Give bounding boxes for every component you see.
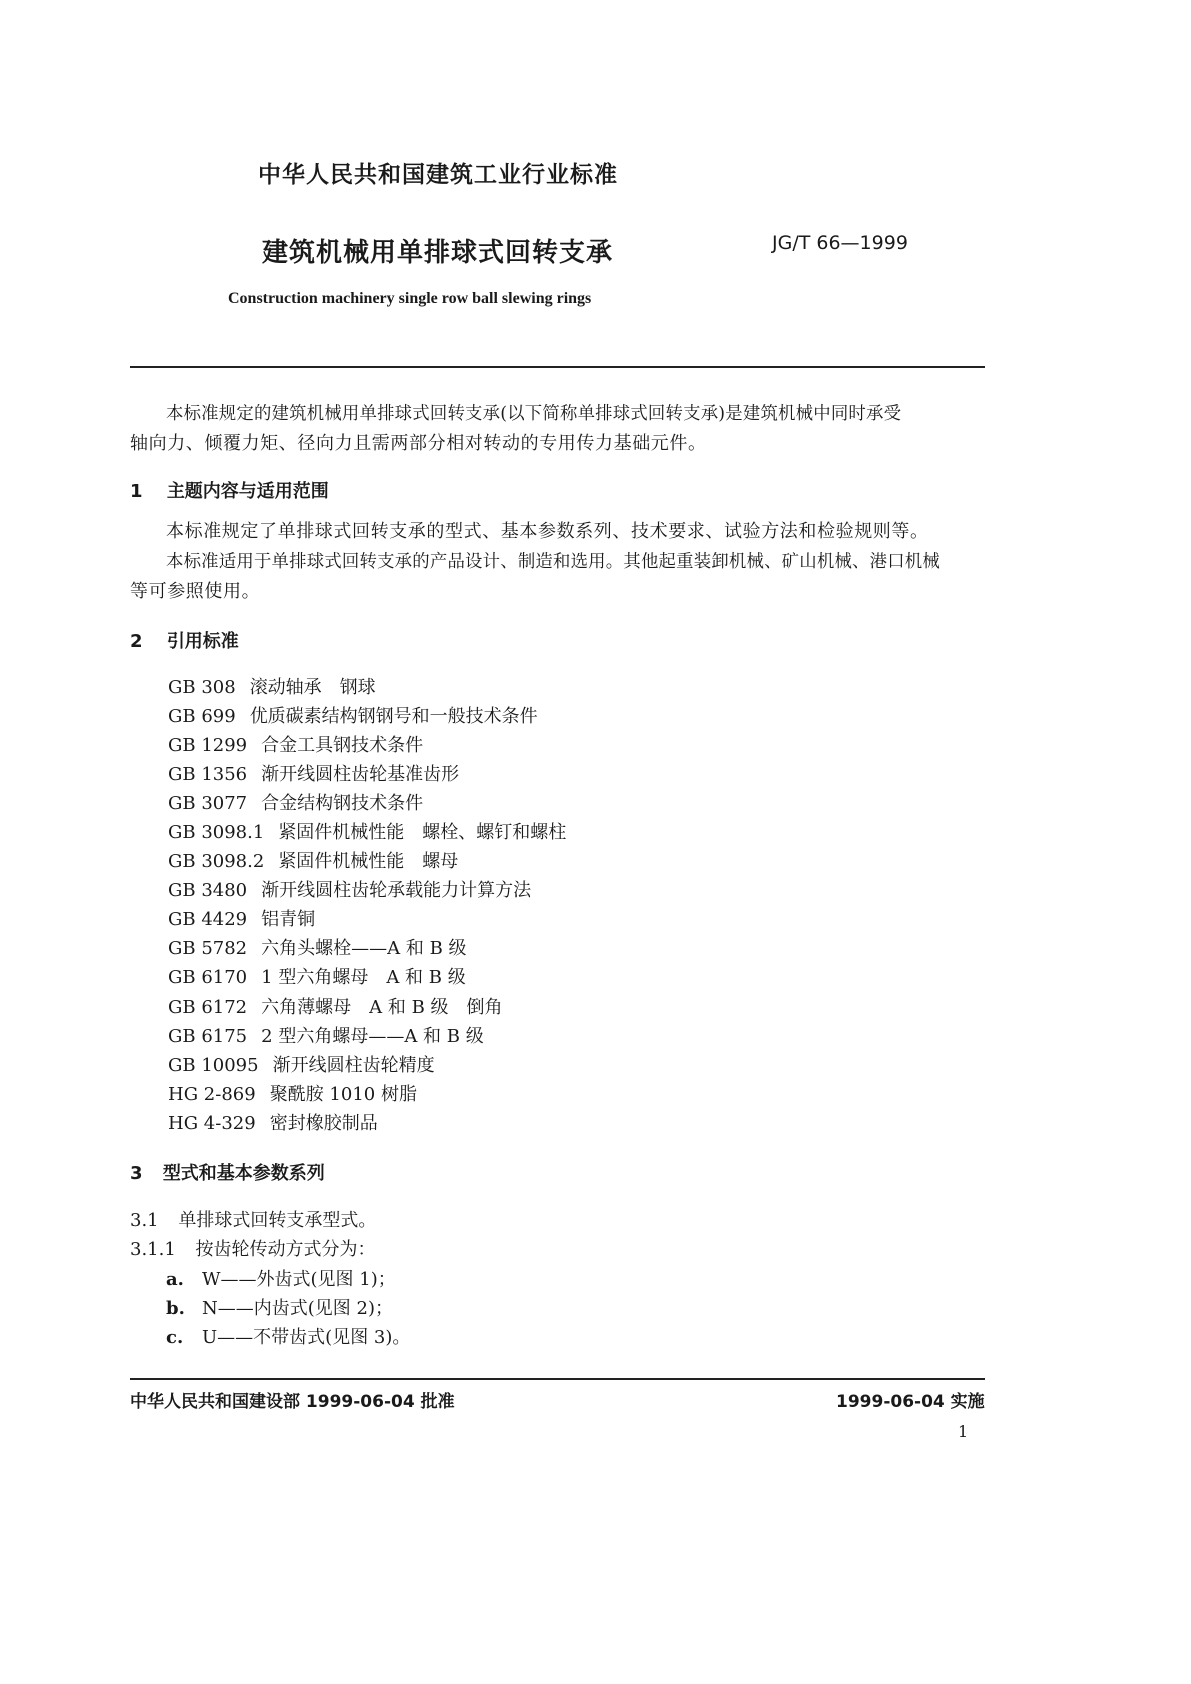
section-1-title: 主题内容与适用范围	[166, 481, 329, 502]
item-text: W——外齿式(见图 1)；	[202, 1269, 396, 1290]
item-text: U——不带齿式(见图 3)。	[202, 1327, 411, 1348]
ref-title: 聚酰胺 1010 树脂	[269, 1084, 417, 1105]
list-item	[168, 847, 458, 873]
item-label: c.	[166, 1327, 184, 1348]
ref-code: GB 3098.1	[168, 822, 265, 843]
item-label: b.	[166, 1298, 185, 1319]
list-item	[168, 702, 538, 728]
list-item	[168, 731, 423, 757]
section-1-para-1: 本标准规定了单排球式回转支承的型式、基本参数系列、技术要求、试验方法和检验规则等。	[166, 521, 929, 542]
list-item	[168, 1051, 435, 1077]
list-item	[168, 934, 467, 960]
header-divider	[130, 366, 985, 368]
list-item	[168, 1109, 378, 1135]
issuing-body-line: 中华人民共和国建筑工业行业标准	[258, 162, 618, 188]
standard-number: JG/T 66—1999	[772, 232, 908, 254]
implementation-line: 1999-06-04 实施	[836, 1392, 985, 1412]
ref-code: GB 3077	[168, 793, 248, 814]
section-3-number: 3	[130, 1163, 143, 1184]
ref-title: 2 型六角螺母——A 和 B 级	[261, 1026, 484, 1047]
section-3-heading	[130, 1159, 325, 1185]
clause-3-1-1	[130, 1235, 376, 1261]
ref-code: GB 6170	[168, 967, 248, 988]
ref-title: 渐开线圆柱齿轮精度	[272, 1055, 435, 1076]
ref-title: 渐开线圆柱齿轮承载能力计算方法	[261, 880, 532, 901]
clause-3-1-number: 3.1	[130, 1210, 159, 1231]
item-label: a.	[166, 1269, 184, 1290]
ref-code: GB 3098.2	[168, 851, 265, 872]
list-item	[166, 1323, 410, 1349]
list-item	[168, 673, 376, 699]
list-item	[166, 1265, 396, 1291]
intro-line-2: 轴向力、倾覆力矩、径向力且需两部分相对转动的专用传力基础元件。	[130, 433, 707, 454]
ref-title: 六角薄螺母 A 和 B 级 倒角	[261, 997, 503, 1018]
ref-code: HG 4-329	[168, 1113, 256, 1134]
ref-title: 铝青铜	[261, 909, 316, 930]
ref-code: GB 6172	[168, 997, 248, 1018]
intro-line-1: 本标准规定的建筑机械用单排球式回转支承(以下简称单排球式回转支承)是建筑机械中同时承受	[166, 404, 902, 424]
item-text: N——内齿式(见图 2)；	[202, 1298, 393, 1319]
list-item	[168, 1022, 484, 1048]
ref-code: HG 2-869	[168, 1084, 256, 1105]
ref-title: 合金工具钢技术条件	[261, 735, 424, 756]
section-3-title: 型式和基本参数系列	[162, 1163, 325, 1184]
list-item	[166, 1294, 393, 1320]
page-number: 1	[958, 1422, 969, 1441]
ref-code: GB 10095	[168, 1055, 259, 1076]
ref-title: 优质碳素结构钢钢号和一般技术条件	[249, 706, 538, 727]
section-2-title: 引用标准	[166, 631, 239, 652]
list-item	[168, 818, 566, 844]
ref-title: 紧固件机械性能 螺母	[278, 851, 459, 872]
list-item	[168, 876, 531, 902]
section-1-heading	[130, 477, 329, 503]
section-1-number: 1	[130, 481, 143, 502]
ref-code: GB 4429	[168, 909, 248, 930]
list-item	[168, 993, 503, 1019]
ref-title: 合金结构钢技术条件	[261, 793, 424, 814]
ref-title: 密封橡胶制品	[269, 1113, 378, 1134]
list-item	[168, 963, 466, 989]
list-item	[168, 905, 315, 931]
section-2-number: 2	[130, 631, 143, 652]
ref-code: GB 1356	[168, 764, 248, 785]
clause-3-1-text: 单排球式回转支承型式。	[178, 1210, 377, 1231]
clause-3-1	[130, 1206, 376, 1232]
document-title-zh: 建筑机械用单排球式回转支承	[262, 238, 614, 268]
document-title-en: Construction machinery single row ball slewing rings	[228, 290, 592, 307]
approval-line: 中华人民共和国建设部 1999-06-04 批准	[130, 1392, 455, 1412]
ref-title: 紧固件机械性能 螺栓、螺钉和螺柱	[278, 822, 567, 843]
section-1-para-2-line-1: 本标准适用于单排球式回转支承的产品设计、制造和选用。其他起重装卸机械、矿山机械、港口机械	[166, 552, 940, 572]
footer-divider	[130, 1378, 985, 1380]
ref-code: GB 699	[168, 706, 236, 727]
section-1-para-2-line-2: 等可参照使用。	[130, 581, 261, 602]
ref-code: GB 6175	[168, 1026, 248, 1047]
section-2-heading	[130, 627, 239, 653]
clause-3-1-1-number: 3.1.1	[130, 1239, 176, 1260]
list-item	[168, 1080, 417, 1106]
ref-title: 滚动轴承 钢球	[249, 677, 376, 698]
ref-code: GB 3480	[168, 880, 248, 901]
ref-code: GB 1299	[168, 735, 248, 756]
ref-title: 1 型六角螺母 A 和 B 级	[261, 967, 466, 988]
ref-code: GB 308	[168, 677, 236, 698]
list-item	[168, 789, 423, 815]
list-item	[168, 760, 459, 786]
ref-title: 渐开线圆柱齿轮基准齿形	[261, 764, 460, 785]
clause-3-1-1-text: 按齿轮传动方式分为：	[195, 1239, 376, 1260]
ref-title: 六角头螺栓——A 和 B 级	[261, 938, 467, 959]
ref-code: GB 5782	[168, 938, 248, 959]
